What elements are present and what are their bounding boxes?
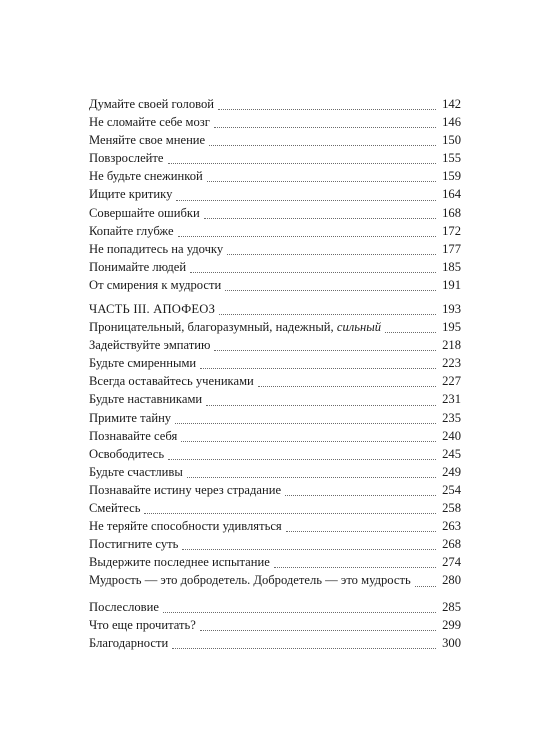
- toc-entry-title: Ищите критику: [89, 187, 173, 202]
- toc-entry: [89, 354, 461, 372]
- toc-entry-page: 193: [442, 302, 461, 316]
- toc-entry: [89, 204, 461, 222]
- toc-entry: [89, 95, 461, 113]
- toc-entry-page: 300: [442, 636, 461, 651]
- toc-dot-leader: [175, 422, 436, 424]
- toc-dot-leader: [258, 385, 436, 387]
- toc-entry-title: Что еще прочитать?: [89, 618, 196, 633]
- toc-entry: [89, 240, 461, 258]
- toc-entry-page: 142: [442, 97, 461, 111]
- toc-entry-title: Думайте своей головой: [89, 97, 215, 111]
- toc-entry-title: Познавайте себя: [89, 428, 178, 443]
- toc-entry-page: 164: [442, 187, 461, 202]
- toc-entry: [89, 185, 461, 203]
- toc-entry-page: 263: [442, 519, 461, 534]
- toc-entry-title-italic: сильный: [336, 320, 382, 335]
- toc-dot-leader: [204, 217, 436, 219]
- toc-entry-title: Совершайте ошибки: [89, 205, 200, 220]
- toc-dot-leader: [206, 404, 436, 406]
- toc-entry-page: 168: [442, 205, 461, 220]
- toc-entry-page: 191: [442, 277, 461, 292]
- toc-dot-leader: [182, 548, 436, 550]
- toc-entry: [89, 535, 461, 553]
- toc-entry-page: 235: [442, 410, 461, 425]
- toc-section-part-3: [89, 300, 461, 590]
- toc-part-title: ЧАСТЬ III. АПОФЕОЗ: [89, 302, 216, 316]
- toc-dot-leader: [227, 253, 436, 255]
- toc-entry-page: 223: [442, 356, 461, 371]
- toc-entry-page: 172: [442, 223, 461, 238]
- toc-entry-title-plain: Проницательный, благоразумный, надежный,: [89, 320, 337, 335]
- toc-entry: [89, 336, 461, 354]
- toc-entry-title: Постигните суть: [89, 537, 179, 552]
- toc-entry: [89, 131, 461, 149]
- toc-dot-leader: [181, 440, 436, 442]
- toc-dot-leader: [218, 108, 436, 110]
- toc-entry-title: Освободитесь: [89, 446, 165, 461]
- toc-entry: [89, 571, 461, 589]
- toc-dot-leader: [200, 367, 436, 369]
- toc-entry-title: Понимайте людей: [89, 259, 187, 274]
- toc-entry: [89, 409, 461, 427]
- toc-entry-page: 195: [442, 320, 461, 335]
- toc-entry: [89, 222, 461, 240]
- toc-dot-leader: [385, 331, 436, 333]
- toc-dot-leader: [214, 349, 436, 351]
- toc-dot-leader: [176, 199, 436, 201]
- toc-entry: [89, 481, 461, 499]
- toc-dot-leader: [274, 566, 436, 568]
- toc-entry: [89, 276, 461, 294]
- toc-dot-leader: [172, 647, 436, 649]
- toc-dot-leader: [225, 289, 436, 291]
- toc-entry-page: 231: [442, 392, 461, 407]
- toc-entry-title: Копайте глубже: [89, 223, 174, 238]
- toc-section-continued: [89, 95, 461, 294]
- toc-entry: [89, 390, 461, 408]
- toc-entry-title: Выдержите последнее испытание: [89, 555, 270, 570]
- toc-entry-title: Повзрослейте: [89, 151, 164, 166]
- toc-entry-title: Познавайте истину через страдание: [89, 482, 282, 497]
- toc-entry: [89, 517, 461, 535]
- toc-entry-title: Будьте смиренными: [89, 356, 197, 371]
- toc-entry: [89, 553, 461, 571]
- toc-entry-page: 240: [442, 428, 461, 443]
- toc-entry: [89, 149, 461, 167]
- toc-entry-title: Будьте счастливы: [89, 464, 183, 479]
- toc-entry-page: 159: [442, 169, 461, 184]
- toc-dot-leader: [200, 629, 436, 631]
- toc-entry: [89, 258, 461, 276]
- toc-dot-leader: [415, 585, 436, 587]
- toc-entry: [89, 167, 461, 185]
- toc-entry: [89, 463, 461, 481]
- toc-entry: [89, 499, 461, 517]
- toc-dot-leader: [168, 162, 436, 164]
- toc-entry: [89, 445, 461, 463]
- toc-dot-leader: [285, 494, 436, 496]
- toc-entry-page: 299: [442, 618, 461, 633]
- toc-entry-title: Смейтесь: [89, 501, 141, 516]
- toc-entry-page: 258: [442, 501, 461, 516]
- toc-dot-leader: [187, 476, 436, 478]
- toc-entry-title: Не сломайте себе мозг: [89, 115, 210, 130]
- toc-entry-title: [89, 318, 385, 336]
- toc-entry-page: 280: [442, 573, 461, 588]
- toc-entry-page: 177: [442, 241, 461, 256]
- toc-entry-page: 249: [442, 464, 461, 479]
- toc-entry: [89, 634, 461, 652]
- toc-entry-title: Не попадитесь на удочку: [89, 241, 224, 256]
- toc-dot-leader: [207, 180, 436, 182]
- toc-entry-page: 274: [442, 555, 461, 570]
- toc-section-back-matter: [89, 598, 461, 652]
- toc-dot-leader: [190, 271, 436, 273]
- toc-entry: [89, 598, 461, 616]
- toc-entry-page: 155: [442, 151, 461, 166]
- toc-entry-title: Всегда оставайтесь учениками: [89, 374, 254, 389]
- toc-part-heading: [89, 300, 461, 318]
- toc-entry-page: 185: [442, 259, 461, 274]
- toc-dot-leader: [168, 458, 436, 460]
- toc-dot-leader: [144, 512, 436, 514]
- toc-entry-page: 285: [442, 600, 461, 614]
- toc-entry-title: Будьте наставниками: [89, 392, 203, 407]
- toc-dot-leader: [214, 126, 436, 128]
- toc-dot-leader: [163, 611, 436, 613]
- toc-entry: [89, 427, 461, 445]
- toc-entry-title: Благодарности: [89, 636, 169, 651]
- toc-entry-title: От смирения к мудрости: [89, 277, 222, 292]
- toc-entry-page: 150: [442, 133, 461, 148]
- toc-entry-page: 254: [442, 482, 461, 497]
- toc-dot-leader: [209, 144, 436, 146]
- toc-entry-page: 218: [442, 338, 461, 353]
- toc-entry-title: Примите тайну: [89, 410, 172, 425]
- toc-entry-title: Не будьте снежинкой: [89, 169, 203, 184]
- toc-entry: [89, 616, 461, 634]
- toc-dot-leader: [178, 235, 436, 237]
- toc-entry: [89, 113, 461, 131]
- toc-entry-title: Мудрость — это добродетель. Добродетель — это мудрость: [89, 573, 411, 588]
- toc-entry-title: Послесловие: [89, 600, 159, 614]
- toc-entry: [89, 318, 461, 336]
- toc-entry-title: Меняйте свое мнение: [89, 133, 206, 148]
- toc-dot-leader: [219, 313, 436, 315]
- toc-entry-title: Задействуйте эмпатию: [89, 338, 211, 353]
- toc-entry-title: Не теряйте способности удивляться: [89, 519, 282, 534]
- toc-entry: [89, 372, 461, 390]
- toc-entry-page: 146: [442, 115, 461, 130]
- toc-entry-page: 245: [442, 446, 461, 461]
- toc-entry-page: 268: [442, 537, 461, 552]
- toc-entry-page: 227: [442, 374, 461, 389]
- toc-dot-leader: [286, 530, 436, 532]
